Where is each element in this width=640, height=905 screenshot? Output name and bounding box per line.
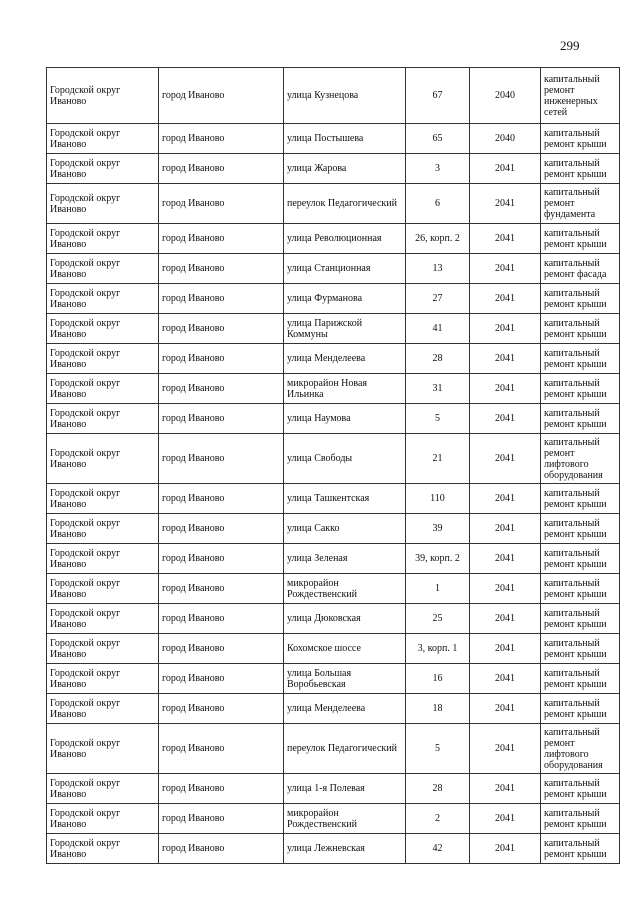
house-number-cell: 65 [406, 124, 470, 154]
year-cell: 2041 [470, 774, 541, 804]
street-cell: Кохомское шоссе [284, 634, 406, 664]
table-row [47, 544, 620, 574]
okrug-cell: Городской округ Иваново [47, 514, 159, 544]
city-cell: город Иваново [159, 374, 284, 404]
work-type-cell: капитальный ремонт крыши [541, 834, 620, 864]
city-cell: город Иваново [159, 574, 284, 604]
work-type-cell: капитальный ремонт крыши [541, 404, 620, 434]
work-type-cell: капитальный ремонт крыши [541, 484, 620, 514]
year-cell: 2041 [470, 724, 541, 774]
year-cell: 2041 [470, 514, 541, 544]
street-cell: микрорайон Рождественский [284, 574, 406, 604]
okrug-cell: Городской округ Иваново [47, 374, 159, 404]
okrug-cell: Городской округ Иваново [47, 484, 159, 514]
house-number-cell: 39, корп. 2 [406, 544, 470, 574]
house-number-cell: 39 [406, 514, 470, 544]
work-type-cell: капитальный ремонт крыши [541, 124, 620, 154]
house-number-cell: 3 [406, 154, 470, 184]
work-type-cell: капитальный ремонт крыши [541, 544, 620, 574]
table-row [47, 664, 620, 694]
city-cell: город Иваново [159, 344, 284, 374]
okrug-cell: Городской округ Иваново [47, 774, 159, 804]
work-type-cell: капитальный ремонт крыши [541, 774, 620, 804]
city-cell: город Иваново [159, 664, 284, 694]
table-row [47, 124, 620, 154]
table-row [47, 254, 620, 284]
table-row [47, 434, 620, 484]
city-cell: город Иваново [159, 434, 284, 484]
year-cell: 2041 [470, 834, 541, 864]
work-type-cell: капитальный ремонт крыши [541, 514, 620, 544]
street-cell: улица Ташкентская [284, 484, 406, 514]
work-type-cell: капитальный ремонт крыши [541, 154, 620, 184]
year-cell: 2041 [470, 154, 541, 184]
city-cell: город Иваново [159, 634, 284, 664]
year-cell: 2041 [470, 254, 541, 284]
house-number-cell: 41 [406, 314, 470, 344]
street-cell: улица Большая Воробьевская [284, 664, 406, 694]
okrug-cell: Городской округ Иваново [47, 344, 159, 374]
repair-schedule-table [46, 67, 620, 864]
house-number-cell: 26, корп. 2 [406, 224, 470, 254]
street-cell: улица Менделеева [284, 694, 406, 724]
work-type-cell: капитальный ремонт крыши [541, 804, 620, 834]
street-cell: переулок Педагогический [284, 724, 406, 774]
work-type-cell: капитальный ремонт крыши [541, 574, 620, 604]
house-number-cell: 5 [406, 724, 470, 774]
table-row [47, 314, 620, 344]
okrug-cell: Городской округ Иваново [47, 694, 159, 724]
table-row [47, 184, 620, 224]
street-cell: улица Парижской Коммуны [284, 314, 406, 344]
okrug-cell: Городской округ Иваново [47, 284, 159, 314]
city-cell: город Иваново [159, 284, 284, 314]
table-row [47, 404, 620, 434]
year-cell: 2041 [470, 434, 541, 484]
year-cell: 2041 [470, 284, 541, 314]
year-cell: 2041 [470, 224, 541, 254]
table-row [47, 724, 620, 774]
street-cell: улица Постышева [284, 124, 406, 154]
city-cell: город Иваново [159, 484, 284, 514]
year-cell: 2041 [470, 184, 541, 224]
table-body [47, 68, 620, 864]
work-type-cell: капитальный ремонт крыши [541, 284, 620, 314]
table-row [47, 224, 620, 254]
city-cell: город Иваново [159, 834, 284, 864]
year-cell: 2041 [470, 804, 541, 834]
year-cell: 2041 [470, 634, 541, 664]
page-number: 299 [560, 38, 580, 53]
table-row [47, 284, 620, 314]
city-cell: город Иваново [159, 124, 284, 154]
street-cell: переулок Педагогический [284, 184, 406, 224]
table-row [47, 68, 620, 124]
house-number-cell: 5 [406, 404, 470, 434]
house-number-cell: 28 [406, 774, 470, 804]
table-row [47, 484, 620, 514]
city-cell: город Иваново [159, 694, 284, 724]
street-cell: улица Станционная [284, 254, 406, 284]
house-number-cell: 6 [406, 184, 470, 224]
year-cell: 2041 [470, 604, 541, 634]
okrug-cell: Городской округ Иваново [47, 434, 159, 484]
street-cell: микрорайон Новая Ильинка [284, 374, 406, 404]
table-row [47, 604, 620, 634]
okrug-cell: Городской округ Иваново [47, 404, 159, 434]
city-cell: город Иваново [159, 154, 284, 184]
house-number-cell: 3, корп. 1 [406, 634, 470, 664]
work-type-cell: капитальный ремонт лифтового оборудования [541, 724, 620, 774]
city-cell: город Иваново [159, 404, 284, 434]
okrug-cell: Городской округ Иваново [47, 254, 159, 284]
street-cell: улица Менделеева [284, 344, 406, 374]
year-cell: 2041 [470, 544, 541, 574]
okrug-cell: Городской округ Иваново [47, 834, 159, 864]
year-cell: 2040 [470, 124, 541, 154]
okrug-cell: Городской округ Иваново [47, 664, 159, 694]
house-number-cell: 21 [406, 434, 470, 484]
table-row [47, 804, 620, 834]
house-number-cell: 28 [406, 344, 470, 374]
city-cell: город Иваново [159, 804, 284, 834]
city-cell: город Иваново [159, 224, 284, 254]
table-row [47, 834, 620, 864]
year-cell: 2041 [470, 314, 541, 344]
year-cell: 2041 [470, 664, 541, 694]
street-cell: улица Жарова [284, 154, 406, 184]
street-cell: улица Сакко [284, 514, 406, 544]
city-cell: город Иваново [159, 68, 284, 124]
house-number-cell: 25 [406, 604, 470, 634]
house-number-cell: 1 [406, 574, 470, 604]
okrug-cell: Городской округ Иваново [47, 154, 159, 184]
work-type-cell: капитальный ремонт крыши [541, 604, 620, 634]
table-row [47, 574, 620, 604]
year-cell: 2041 [470, 694, 541, 724]
table-row [47, 694, 620, 724]
city-cell: город Иваново [159, 544, 284, 574]
city-cell: город Иваново [159, 604, 284, 634]
table-row [47, 634, 620, 664]
okrug-cell: Городской округ Иваново [47, 634, 159, 664]
table-row [47, 774, 620, 804]
work-type-cell: капитальный ремонт крыши [541, 344, 620, 374]
city-cell: город Иваново [159, 514, 284, 544]
work-type-cell: капитальный ремонт крыши [541, 694, 620, 724]
table-row [47, 344, 620, 374]
work-type-cell: капитальный ремонт фундамента [541, 184, 620, 224]
okrug-cell: Городской округ Иваново [47, 604, 159, 634]
work-type-cell: капитальный ремонт крыши [541, 314, 620, 344]
city-cell: город Иваново [159, 254, 284, 284]
work-type-cell: капитальный ремонт крыши [541, 664, 620, 694]
city-cell: город Иваново [159, 314, 284, 344]
street-cell: улица 1-я Полевая [284, 774, 406, 804]
okrug-cell: Городской округ Иваново [47, 124, 159, 154]
table-row [47, 154, 620, 184]
okrug-cell: Городской округ Иваново [47, 314, 159, 344]
work-type-cell: капитальный ремонт крыши [541, 374, 620, 404]
street-cell: улица Революционная [284, 224, 406, 254]
street-cell: микрорайон Рождественский [284, 804, 406, 834]
city-cell: город Иваново [159, 724, 284, 774]
okrug-cell: Городской округ Иваново [47, 574, 159, 604]
okrug-cell: Городской округ Иваново [47, 804, 159, 834]
okrug-cell: Городской округ Иваново [47, 724, 159, 774]
house-number-cell: 13 [406, 254, 470, 284]
house-number-cell: 16 [406, 664, 470, 694]
okrug-cell: Городской округ Иваново [47, 184, 159, 224]
street-cell: улица Дюковская [284, 604, 406, 634]
year-cell: 2041 [470, 404, 541, 434]
city-cell: город Иваново [159, 774, 284, 804]
house-number-cell: 110 [406, 484, 470, 514]
okrug-cell: Городской округ Иваново [47, 544, 159, 574]
table-row [47, 514, 620, 544]
year-cell: 2041 [470, 574, 541, 604]
okrug-cell: Городской округ Иваново [47, 68, 159, 124]
table-row [47, 374, 620, 404]
work-type-cell: капитальный ремонт крыши [541, 224, 620, 254]
house-number-cell: 18 [406, 694, 470, 724]
work-type-cell: капитальный ремонт крыши [541, 634, 620, 664]
street-cell: улица Свободы [284, 434, 406, 484]
house-number-cell: 42 [406, 834, 470, 864]
year-cell: 2040 [470, 68, 541, 124]
work-type-cell: капитальный ремонт фасада [541, 254, 620, 284]
okrug-cell: Городской округ Иваново [47, 224, 159, 254]
year-cell: 2041 [470, 484, 541, 514]
house-number-cell: 2 [406, 804, 470, 834]
street-cell: улица Лежневская [284, 834, 406, 864]
year-cell: 2041 [470, 374, 541, 404]
street-cell: улица Фурманова [284, 284, 406, 314]
house-number-cell: 31 [406, 374, 470, 404]
city-cell: город Иваново [159, 184, 284, 224]
year-cell: 2041 [470, 344, 541, 374]
work-type-cell: капитальный ремонт лифтового оборудования [541, 434, 620, 484]
work-type-cell: капитальный ремонт инженерных сетей [541, 68, 620, 124]
street-cell: улица Наумова [284, 404, 406, 434]
house-number-cell: 67 [406, 68, 470, 124]
street-cell: улица Зеленая [284, 544, 406, 574]
house-number-cell: 27 [406, 284, 470, 314]
street-cell: улица Кузнецова [284, 68, 406, 124]
